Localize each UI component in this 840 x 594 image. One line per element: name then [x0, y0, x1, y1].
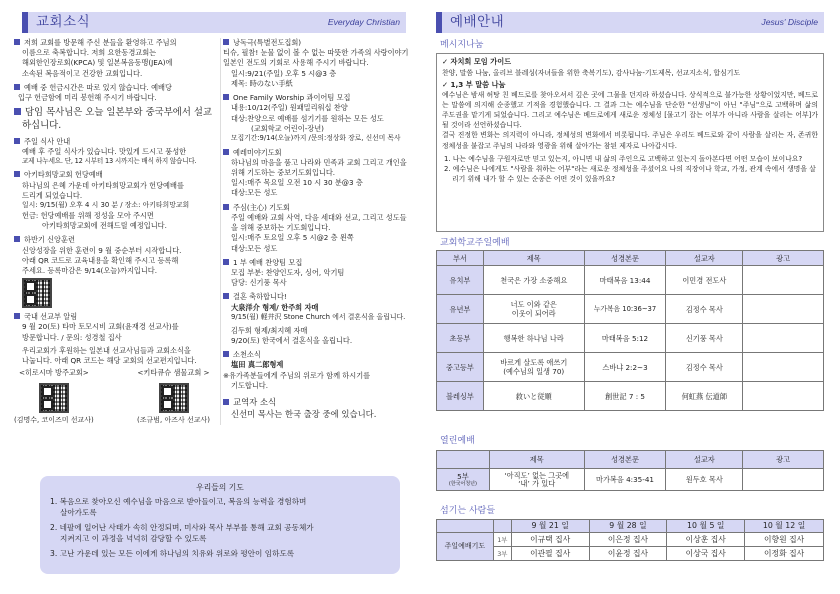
table-row: 유년부 너도 이와 같은 이웃이 되어라 누가복음 10:36~37 김정수 목사 [437, 295, 824, 324]
sermon-paragraph-1: 예수님은 밤새 허탕 친 베드로를 찾아오셔서 깊은 곳에 그물을 던지라 하셨습니다. 상식적으로 불가능한 상황이었지만, 베드로는 말씀에 의지해 순종했고 기적을 경험했습니다. 그 결과 그는 예수님을 단순한 "선생님"이 아닌 "주님"으로 고백하며 삶의 주도권을 맡기게 되었습니다. 그리고 예수님은 베드로에게 새로운 정체성 [물고기 잡는 어부가 아니라 사람을 살리는 어부]가 될 것이라 선언하셨습니다. [442, 91, 818, 130]
table-header-row: 부서 제목 성경본문 설교자 광고 [437, 251, 824, 266]
news-item-pastor-preaching: 담임 목사님은 오늘 일본부와 중국부에서 설교 하십니다. [14, 107, 214, 132]
section-subtitle: Jesus' Disciple [761, 17, 818, 28]
open-worship-table [436, 450, 824, 491]
training-qr-code[interactable] [22, 278, 52, 308]
section-title: 교회소식 [36, 13, 91, 30]
news-item-jusim-prayer: 주심(主心) 기도회 주일 예배와 교회 사역, 다음 세대와 선교, 그리고 성도들 을 위해 중보하는 기도회입니다. 일시:매주 토요일 오후 5 시@2 층 왼쪽 대상:모든 성도 [223, 203, 418, 254]
square-bullet-icon [14, 236, 20, 242]
square-bullet-icon [223, 259, 229, 265]
news-column-b [220, 38, 418, 425]
news-item-praise-team: 1 부 예배 찬양팀 모집 모집 부분: 찬양인도자, 싱어, 악기팀 담당: 신기풍 목사 [223, 258, 418, 289]
table-row: 중고등부 바르게 살도록 애쓰기 (예수님의 일생 70) 스바냐 2:2~3 김정수 목사 [437, 353, 824, 382]
sermon-paragraph-2: 결국 진정한 변화는 의지력이 아니라, 정체성의 변화에서 비롯됩니다. 주님은 우리도 베드로와 같이 사람을 살리는 자, 존귀한 정체성을 붙잡고 주님의 나라와 영광을 위해 살아가는 참된 제자로 나아갑시다. [442, 131, 818, 150]
square-bullet-icon [223, 39, 229, 45]
table-row: 블레싱부 救いと従順 創世記 7 : 5 何虹燕 伝道師 [437, 382, 824, 411]
kitakyushu-qr-code[interactable] [159, 383, 189, 413]
news-item-domestic-mission: 국내 선교부 알림 9 월 20(토) 타마 토모시비 교회(윤재경 선교사)를 방문합니다. / 문의: 성경철 집사 우리교회가 후원하는 일본내 선교사님들과 교회소식을 나눕니다. 아래 QR 코드는 해당 교회의 선교편지입니다. <히로시마 방주교회> (김명수, 코이즈미 선교사) <키타큐슈 샘물교회 > (조규범, 아즈사 선교사) [14, 312, 210, 424]
prayer-item: 1. 복음으로 찾아오신 예수님을 마음으로 받아들이고, 복음의 능력을 경험하며 살아가도록 [50, 497, 307, 518]
news-item-jeremiah-prayer: 예레미야기도회 하나님의 마음을 품고 나라와 민족과 교회 그리고 개인을 위해 기도하는 중보기도회입니다. 일시:매주 목요일 오전 10 시 30 분@3 층 대상:모든 성도 [223, 148, 418, 199]
question-item: 2. 예수님은 나에게도 "사람을 취하는 어부"라는 새로운 정체성을 주셨어요 나의 직장이나 학교, 가정, 관계 속에서 생명을 살리기 위해 내가 할 수 있는 순종은 어떤 것이 있을까요? [444, 164, 816, 183]
news-item-drama: 낭독극(특별전도집회) 티슈, 필참! 눈물 없이 볼 수 없는 따뜻한 가족의 사랑이야기 일본인 전도의 기회로 사용해 주시기 바랍니다. 일시:9/21(주일) 오후 5 시@3 층 제목: 時のない手紙 [223, 38, 409, 88]
prayer-title: 우리들의 기도 [196, 483, 244, 492]
news-item-sunday-meal: 주일 식사 안내 예배 후 주일 식사가 있습니다. 맛있게 드시고 풍성한 교제 나누세요. 단, 12 시부터 13 시까지는 배식 하지 않습니다. [14, 137, 214, 167]
guide-title: ✓ 자치회 모임 가이드 [442, 57, 512, 66]
worship-guide-header [436, 12, 824, 33]
table-row: 초등부 행복한 하나님 나라 마태복음 5:12 신기풍 목사 [437, 324, 824, 353]
table-header-row: 9 월 21 일 9 월 28 일 10 월 5 일 10 월 12 일 [437, 520, 824, 533]
hiroshima-qr-code[interactable] [39, 383, 69, 413]
servers-label: 섬기는 사람들 [440, 506, 496, 516]
section-title: 예배안내 [450, 13, 505, 30]
school-worship-label: 교회학교주일예배 [440, 238, 510, 248]
square-bullet-icon [14, 84, 20, 90]
news-item-akita-dedication: 아키타희망교회 헌당예배 하나님의 은혜 가운데 아키타희망교회가 헌당예배를 드리게 되었습니다. 일시: 9/15(월) 오후 4 시 30 분 / 장소: 아키타희망교회 헌금: 헌당예배를 위해 정성을 모아 주시면 아키타희망교회에 전해드릴 예정입니다. [14, 170, 214, 231]
square-bullet-icon [223, 351, 229, 357]
servers-table [436, 519, 824, 561]
prayer-item: 2. 네팔에 일어난 사태가 속히 안정되며, 미사와 목사 부부를 통해 교회 공동체가 지켜지고 이 과정을 넉넉히 감당할 수 있도록 [50, 523, 314, 544]
church-news-header [22, 12, 406, 33]
news-item-wedding: 결혼 축하합니다! 大泉洋介 형제/ 한주희 자매 9/15(월) 軽井沢 Stone Church 에서 결혼식을 올립니다. 김두희 형제/최지혜 자매 9/20(토) 한국에서 결혼식을 올립니다. [223, 292, 418, 346]
table-row: 5부 (한국어청년) ‘아직도’ 없는 그곳에 ‘내’ 가 있다 마가복음 4:35-41 원두호 목사 [437, 469, 824, 491]
table-header-row: 제목 성경본문 설교자 광고 [437, 451, 824, 469]
prayer-box [40, 476, 400, 574]
open-worship-label: 열린예배 [440, 436, 475, 446]
square-bullet-icon [223, 293, 229, 299]
section-subtitle: Everyday Christian [327, 17, 400, 28]
message-label: 메시지나눔 [440, 40, 484, 50]
news-item-training: 하반기 신앙훈련 신앙성장을 위한 훈련이 9 월 중순부터 시작합니다. 아래 QR 코드로 교육내용을 확인해 주시고 등록해 주세요. 등록마감은 9/14(오늘)까지입니다. [14, 235, 214, 308]
news-item-offering: 예배 중 헌금시간은 따로 있지 않습니다. 예배당 입구 헌금함에 미리 봉헌해 주시기 바랍니다. [14, 83, 214, 103]
square-bullet-icon [14, 108, 21, 115]
school-worship-table [436, 250, 824, 411]
discussion-questions [442, 154, 818, 184]
right-page [420, 0, 840, 594]
square-bullet-icon [223, 204, 229, 210]
square-bullet-icon [14, 138, 20, 144]
prayer-item: 3. 고난 가운데 있는 모든 이에게 하나님의 치유와 위로와 평안이 임하도록 [50, 549, 295, 559]
square-bullet-icon [223, 399, 229, 405]
square-bullet-icon [14, 171, 20, 177]
news-item-staff: 교역자 소식 신선미 목사는 한국 출장 중에 있습니다. [223, 397, 418, 421]
square-bullet-icon [14, 313, 20, 319]
square-bullet-icon [14, 39, 20, 45]
news-column-a [14, 38, 214, 430]
guide-text: 찬양, 말씀 나눔, 올리브 블레싱(자녀들을 위한 축복기도), 감사나눔-기도제목, 선교지소식, 합심기도 [442, 68, 741, 77]
sermon-title: ✓ 1,3 부 말씀 나눔 [442, 79, 506, 89]
table-row: 주일예배기도 1부 이규택 집사 이은정 집사 이상훈 집사 이향원 집사 [437, 533, 824, 547]
mission-qr-row [14, 368, 210, 425]
table-row: 유치부 천국은 가장 소중해요 마태복음 13:44 이민경 전도사 [437, 266, 824, 295]
news-item-welcome: 저희 교회를 방문해 주신 분들을 환영하고 주님의 이름으로 축복합니다. 저희 요한동경교회는 해외한인장로회(KPCA) 및 일본복음동맹(JEA)에 소속된 복음적이고 건강한 교회입니다. [14, 38, 214, 79]
qr-hiroshima: <히로시마 방주교회> (김명수, 코이즈미 선교사) [14, 368, 94, 424]
square-bullet-icon [223, 94, 229, 100]
message-box [436, 53, 824, 232]
square-bullet-icon [223, 149, 229, 155]
question-item: 1. 나는 예수님을 구원자로만 믿고 있는지, 아니면 내 삶의 주인으로 고백하고 있는지 돌아본다면 어떤 모습이 보이나요? [444, 154, 803, 163]
news-item-passing: 소천소식 塩田 真二郎형제 ※유가족분들에게 주님의 위로가 함께 하시기를 기도합니다. [223, 350, 371, 390]
news-item-choir: One Family Worship 콰이어팀 모집 내용:10/12(주일) 원패밀리워십 찬양 대상:찬양으로 예배를 섬기기를 원하는 모든 성도 (교회학교 어린이-장년) 모집기간:9/14(오늘)까지 /문의:정상화 장로, 신선미 목사 [223, 93, 418, 144]
qr-kitakyushu: <키타큐슈 샘물교회 > (조규범, 아즈사 선교사) [137, 368, 210, 424]
table-row: 3부 이관필 집사 이윤정 집사 이상국 집사 이정화 집사 [437, 547, 824, 561]
